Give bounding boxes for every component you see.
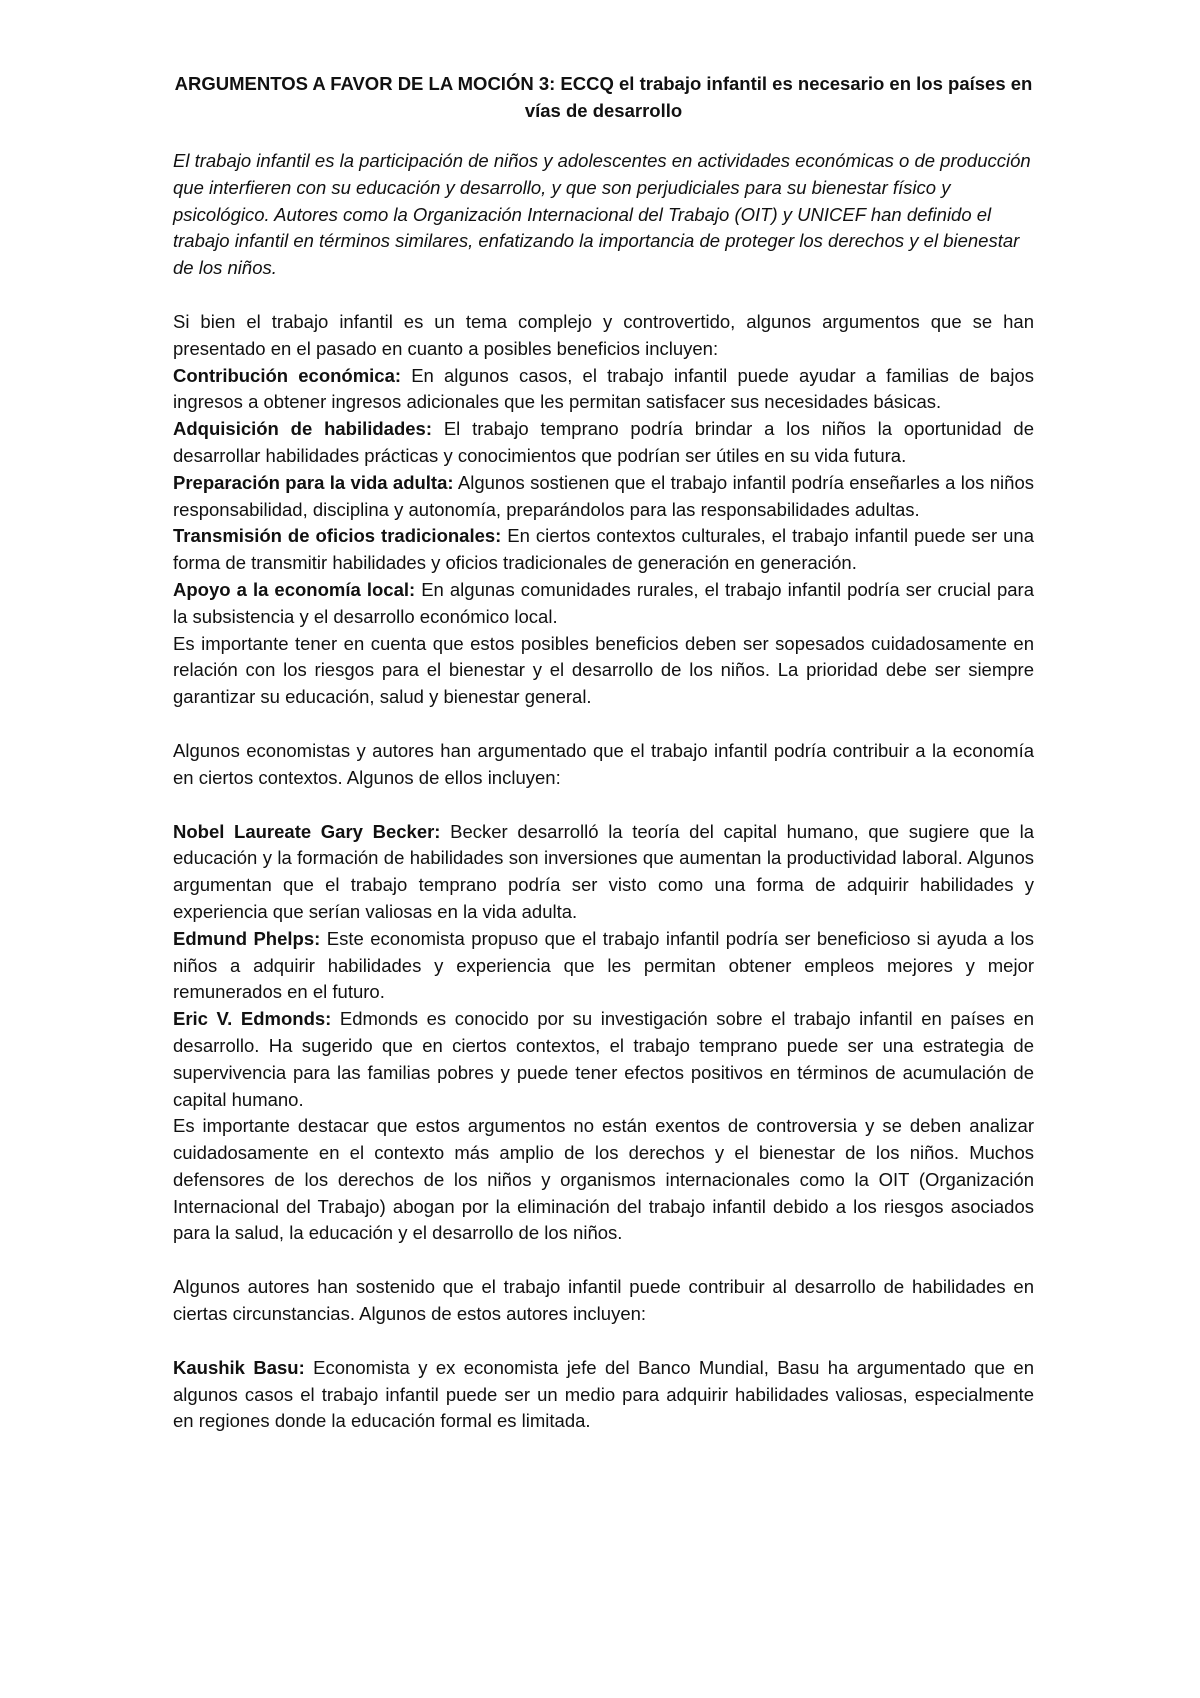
item-term: Kaushik Basu: (173, 1356, 305, 1378)
section1-closing: Es importante tener en cuenta que estos posibles beneficios deben ser sopesados cuidadosamente en relación con los riesgos para el bienestar y el desarrollo de los niños. La prioridad debe ser siempre garantizar su educación, salud y bienestar general. (173, 632, 1034, 708)
list-item (173, 1006, 1034, 1113)
intro-paragraph: El trabajo infantil es la participación de niños y adolescentes en actividades económicas o de producción que interfieren con su educación y desarrollo, y que son perjudiciales para su bienestar físico y psicológico. Autores como la Organización Internacional del Trabajo (OIT) y UNICEF han definido el trabajo infantil en términos similares, enfatizando la importancia de proteger los derechos y el bienestar de los niños. (173, 150, 1031, 279)
list-item (173, 577, 1034, 631)
item-text: Algunos sostienen que el trabajo infantil podría enseñarles a los niños responsabilidad, disciplina y autonomía, preparándolos para las responsabilidades adultas. (173, 471, 1034, 520)
item-text: Becker desarrolló la teoría del capital humano, que sugiere que la educación y la formación de habilidades son inversiones que aumentan la productividad laboral. Algunos argumentan que el trabajo temprano podría ser visto como una forma de adquirir habilidades y experiencia que serían valiosas en la vida adulta. (173, 820, 1034, 922)
list-item (173, 1355, 1034, 1435)
item-term: Edmund Phelps: (173, 927, 321, 949)
document-title: ARGUMENTOS A FAVOR DE LA MOCIÓN 3: ECCQ el trabajo infantil es necesario en los países en vías de desarrollo (174, 73, 1033, 121)
item-text: En algunas comunidades rurales, el trabajo infantil podría ser crucial para la subsistencia y el desarrollo económico local. (173, 578, 1034, 627)
item-term: Contribución económica: (173, 364, 402, 386)
item-term: Adquisición de habilidades: (173, 418, 433, 440)
item-term: Preparación para la vida adulta: (173, 471, 454, 493)
list-item (173, 523, 1034, 577)
section3-lead: Algunos autores han sostenido que el trabajo infantil puede contribuir al desarrollo de habilidades en ciertas circunstancias. Algunos de estos autores incluyen: (173, 1276, 1034, 1325)
item-text: En algunos casos, el trabajo infantil puede ayudar a familias de bajos ingresos a obtener ingresos adicionales que les permitan satisfacer sus necesidades básicas. (173, 364, 1034, 413)
item-term: Transmisión de oficios tradicionales: (173, 525, 502, 547)
list-item (173, 416, 1034, 470)
list-item (173, 363, 1034, 417)
item-term: Nobel Laureate Gary Becker: (173, 820, 441, 842)
list-item (173, 926, 1034, 1006)
document-page (173, 70, 1034, 1435)
section2-lead: Algunos economistas y autores han argumentado que el trabajo infantil podría contribuir a la economía en ciertos contextos. Algunos de ellos incluyen: (173, 739, 1034, 788)
section1-lead: Si bien el trabajo infantil es un tema complejo y controvertido, algunos argumentos que se han presentado en el pasado en cuanto a posibles beneficios incluyen: (173, 310, 1034, 359)
item-text: Economista y ex economista jefe del Banco Mundial, Basu ha argumentado que en algunos casos el trabajo infantil puede ser un medio para adquirir habilidades valiosas, especialmente en regiones donde la educación formal es limitada. (173, 1356, 1034, 1432)
item-text: En ciertos contextos culturales, el trabajo infantil puede ser una forma de transmitir habilidades y oficios tradicionales de generación en generación. (173, 525, 1034, 574)
list-item (173, 470, 1034, 524)
item-term: Apoyo a la economía local: (173, 578, 416, 600)
item-text: El trabajo temprano podría brindar a los niños la oportunidad de desarrollar habilidades prácticas y conocimientos que podrían ser útiles en su vida futura. (173, 418, 1034, 466)
item-text: Este economista propuso que el trabajo infantil podría ser beneficioso si ayuda a los niños a adquirir habilidades y experiencia que les permitan obtener empleos mejores y mejor remunerados en el futuro. (173, 927, 1034, 1003)
section2-closing: Es importante destacar que estos argumentos no están exentos de controversia y se deben analizar cuidadosamente en el contexto más amplio de los derechos y el bienestar de los niños. Muchos defensores de los derechos de los niños y organismos internacionales como la OIT (Organización Internacional del Trabajo) abogan por la eliminación del trabajo infantil debido a los riesgos asociados para la salud, la educación y el desarrollo de los niños. (173, 1115, 1034, 1244)
list-item (173, 819, 1034, 926)
item-term: Eric V. Edmonds: (173, 1008, 332, 1030)
item-text: Edmonds es conocido por su investigación sobre el trabajo infantil en países en desarrollo. Ha sugerido que en ciertos contextos, el trabajo temprano puede ser una estrategia de supervivencia para las familias pobres y puede tener efectos positivos en términos de acumulación de capital humano. (173, 1008, 1035, 1110)
